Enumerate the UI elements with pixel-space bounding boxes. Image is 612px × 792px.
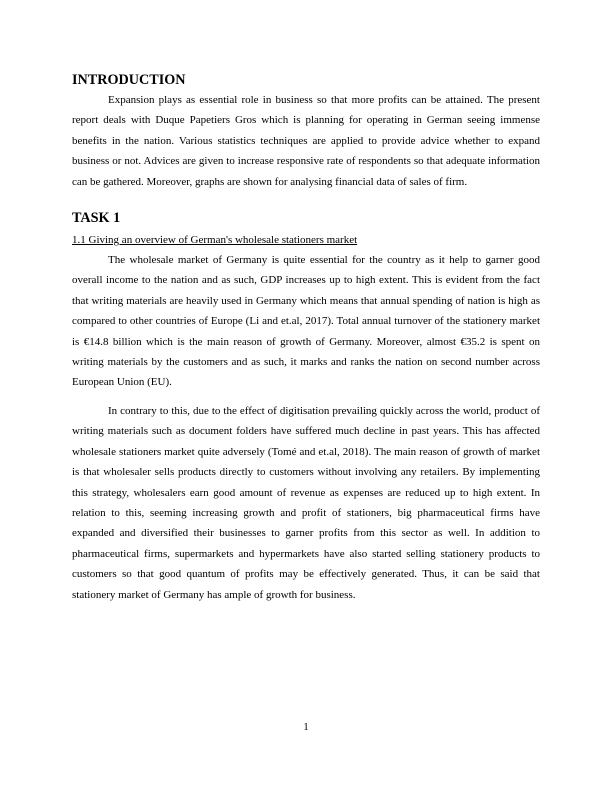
introduction-heading: INTRODUCTION bbox=[72, 72, 186, 88]
page-number: 1 bbox=[303, 721, 309, 733]
page-content bbox=[72, 70, 540, 605]
body-paragraph: The wholesale market of Germany is quite essential for the country as it help to garner good overall income to the nation and as such, GDP increases up to high extent. This is evident from the fact that writing materials are heavily used in Germany which means that annual spending of nation is high as compared to other countries of Europe (Li and et.al, 2017). Total annual turnover of the stationery market is €14.8 billion which is the main reason of growth of Germany. Moreover, almost €35.2 is spent on writing materials by the customers and as such, it marks and ranks the nation on second number across European Union (EU). bbox=[72, 254, 540, 389]
body-paragraph: In contrary to this, due to the effect of digitisation prevailing quickly across the world, product of writing materials such as document folders have suffered much decline in past years. This has affected wholesale stationers market quite adversely (Tomé and et.al, 2018). The main reason of growth of market is that wholesaler sells products directly to customers without involving any retailers. By implementing this strategy, wholesalers earn good amount of revenue as expenses are reduced up to high extent. In relation to this, seeming increasing growth and profit of stationers, big pharmaceutical firms have expanded and diversified their businesses to garner profits from this sector as well. In addition to pharmaceutical firms, supermarkets and hypermarkets have also started selling stationery products to customers so that good quantum of profits may be effectively generated. Thus, it can be said that stationery market of Germany has ample of growth for business. bbox=[72, 404, 540, 601]
section-1-1-heading: 1.1 Giving an overview of German's wholesale stationers market bbox=[72, 234, 358, 247]
task-1-heading: TASK 1 bbox=[72, 210, 121, 227]
introduction-paragraph: Expansion plays as essential role in business so that more profits can be attained. The present report deals with Duque Papetiers Gros which is planning for operating in German seeing immense benefits in the nation. Various statistics techniques are applied to provide advice whether to expand business or not. Advices are given to increase responsive rate of respondents so that adequate information can be gathered. Moreover, graphs are shown for analysing financial data of sales of firm. bbox=[72, 94, 540, 188]
